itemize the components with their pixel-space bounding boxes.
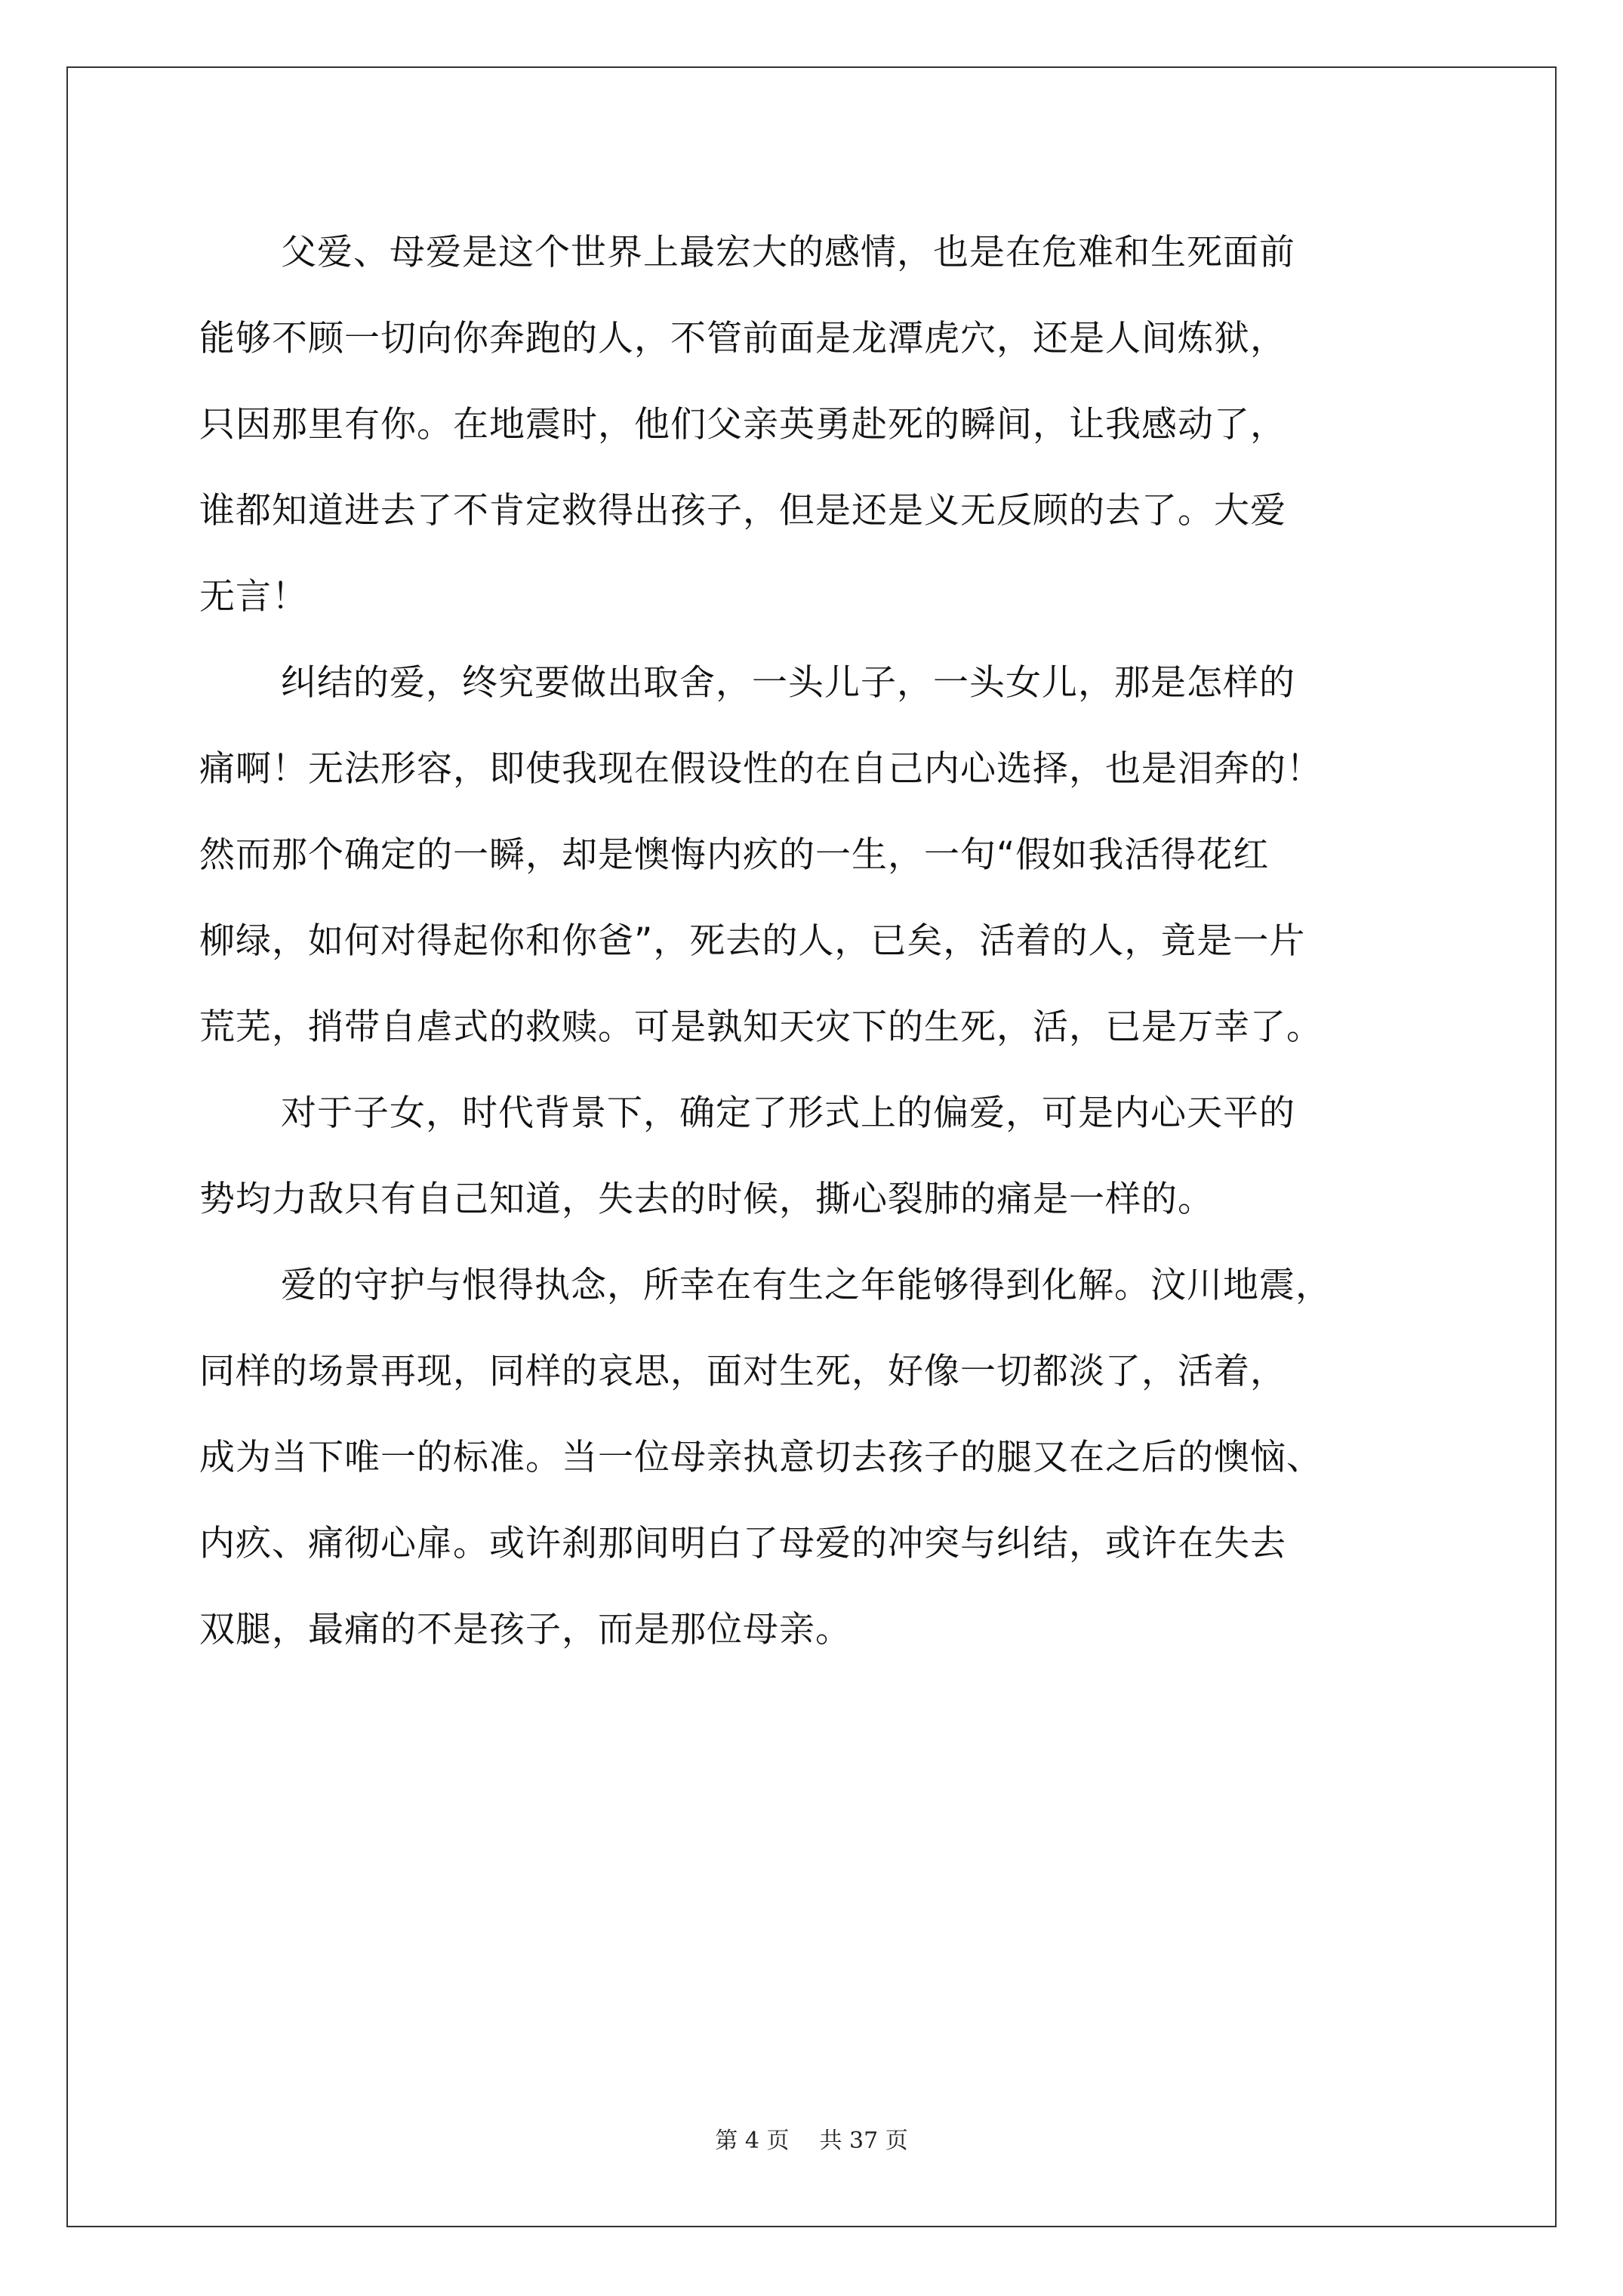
paragraph-line: 荒芜，捎带自虐式的救赎。可是孰知天灾下的生死，活，已是万幸了。 bbox=[199, 1006, 1323, 1048]
paragraph-line: 只因那里有你。在地震时，他们父亲英勇赴死的瞬间，让我感动了， bbox=[199, 404, 1286, 445]
paragraph-line: 柳绿，如何对得起你和你爸”，死去的人，已矣，活着的人，竟是一片 bbox=[199, 920, 1306, 962]
page-footer bbox=[0, 2122, 1623, 2155]
paragraph-line: 内疚、痛彻心扉。或许刹那间明白了母爱的冲突与纠结，或许在失去 bbox=[199, 1523, 1286, 1564]
paragraph-line: 爱的守护与恨得执念，所幸在有生之年能够得到化解。汶川地震， bbox=[281, 1265, 1332, 1306]
paragraph-line: 对于子女，时代背景下，确定了形式上的偏爱，可是内心天平的 bbox=[281, 1093, 1295, 1134]
paragraph-line: 双腿，最痛的不是孩子，而是那位母亲。 bbox=[199, 1609, 852, 1650]
paragraph-line: 纠结的爱，终究要做出取舍，一头儿子，一头女儿，那是怎样的 bbox=[281, 662, 1295, 704]
page-total: 共 37 页 bbox=[819, 2128, 908, 2154]
paragraph-line: 成为当下唯一的标准。当一位母亲执意切去孩子的腿又在之后的懊恼、 bbox=[199, 1437, 1323, 1478]
paragraph-line: 谁都知道进去了不肯定救得出孩子，但是还是义无反顾的去了。大爱 bbox=[199, 490, 1286, 532]
paragraph-line: 无言！ bbox=[199, 576, 308, 618]
paragraph-line: 势均力敌只有自己知道，失去的时候，撕心裂肺的痛是一样的。 bbox=[199, 1179, 1214, 1220]
paragraph-line: 父爱、母爱是这个世界上最宏大的感情，也是在危难和生死面前 bbox=[281, 232, 1295, 273]
paragraph-line: 痛啊！无法形容，即使我现在假设性的在自己内心选择，也是泪奔的！ bbox=[199, 748, 1323, 790]
paragraph-line: 能够不顾一切向你奔跑的人，不管前面是龙潭虎穴，还是人间炼狱， bbox=[199, 318, 1286, 359]
document-body bbox=[199, 210, 1425, 1673]
paragraph-line: 同样的场景再现，同样的哀思，面对生死，好像一切都淡了，活着， bbox=[199, 1351, 1286, 1392]
page-number: 第 4 页 bbox=[715, 2128, 790, 2154]
paragraph-line: 然而那个确定的一瞬，却是懊悔内疚的一生，一句“假如我活得花红 bbox=[199, 834, 1270, 876]
